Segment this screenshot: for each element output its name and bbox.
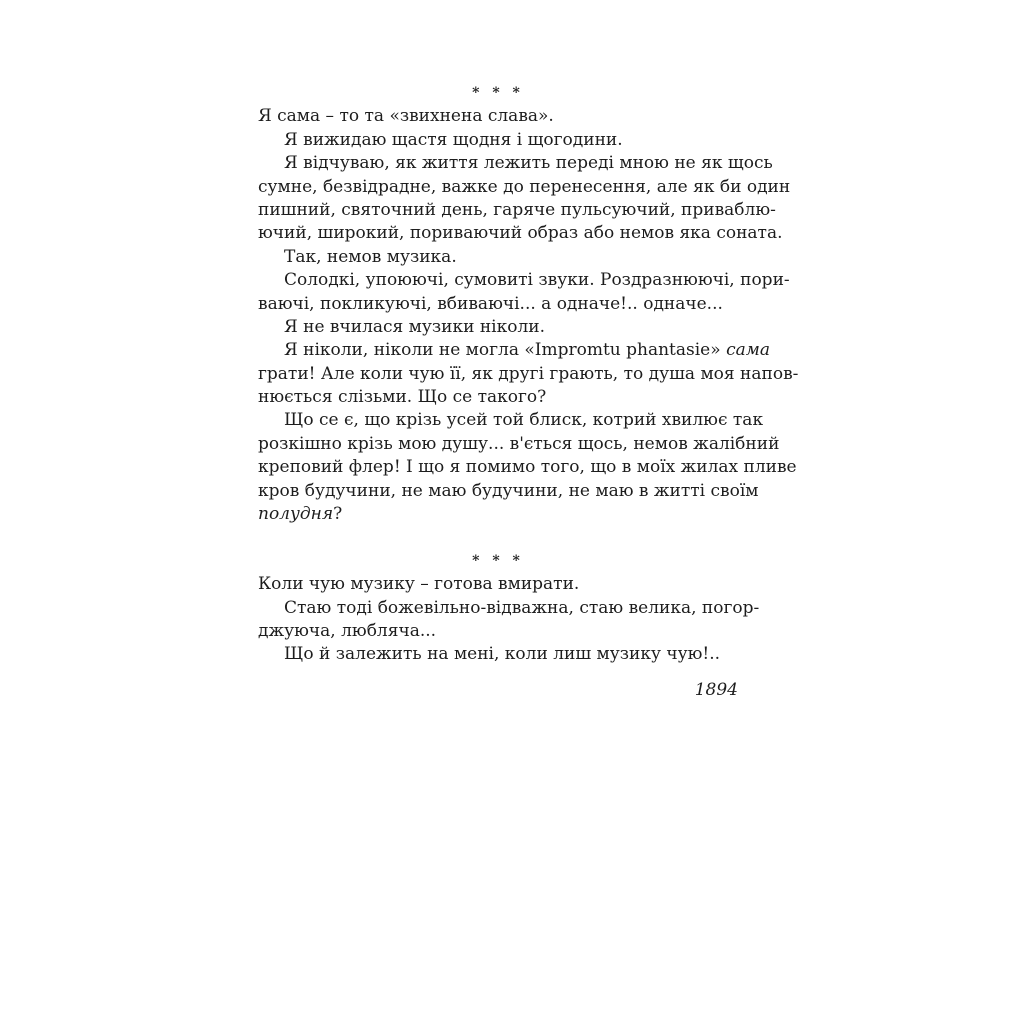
paragraph-line: ючий, широкий, пориваючий образ або немов яка соната. (258, 223, 783, 244)
paragraph-line: Що се є, що крізь усей той блиск, котрий хвилює так (284, 410, 764, 431)
paragraph-line: ваючі, покликуючі, вбиваючі... а одначе!.. одначе... (258, 293, 723, 314)
line-text: Я ніколи, ніколи не могла «Impromtu phantasie» (284, 340, 727, 361)
paragraph-line: кров будучини, не маю будучини, не маю в житті своїм (258, 480, 759, 501)
date-signature: 1894 (694, 679, 738, 700)
paragraph-line: Стаю тоді божевільно-відважна, стаю велика, погор- (284, 597, 760, 618)
paragraph-line: Солодкі, упоюючі, сумовиті звуки. Роздразнюючі, пори- (284, 270, 790, 291)
paragraph-line (258, 503, 738, 526)
paragraph-line: Я сама – то та «звихнена слава». (258, 106, 554, 127)
paragraph-line: Я відчуваю, як життя лежить переді мною не як щось (284, 153, 773, 174)
section-separator-2: * * * (472, 552, 524, 569)
paragraph-line: розкішно крізь мою душу... в'ється щось, немов жалібний (258, 433, 780, 454)
section-separator-1: * * * (472, 85, 524, 101)
paragraph-line: нюється слізьми. Що се такого? (258, 387, 547, 408)
paragraph-line: Я вижидаю щастя щодня і щогодини. (284, 129, 623, 150)
text-block (258, 82, 799, 702)
paragraph-line: сумне, безвідрадне, важке до перенесення, але як би один (258, 176, 791, 197)
paragraph-line: джуюча, любляча... (258, 620, 437, 641)
emphasis-text: сама (726, 340, 770, 361)
date-gap (258, 667, 738, 679)
paragraph-line: креповий флер! І що я помимо того, що в моїх жилах пливе (258, 457, 797, 478)
section-gap (258, 526, 738, 549)
paragraph-line: Що й залежить на мені, коли лиш музику чую!.. (284, 644, 721, 665)
paragraph-line: Коли чую музику – готова вмирати. (258, 574, 580, 595)
paragraph-line: грати! Але коли чую її, як другі грають, то душа моя напов- (258, 363, 799, 384)
paragraph-line (258, 339, 770, 362)
paragraph-line: Я не вчилася музики ніколи. (284, 316, 546, 337)
line-text: ? (333, 504, 343, 525)
emphasis-text: полудня (258, 504, 334, 525)
paragraph-line: Так, немов музика. (284, 246, 457, 267)
paragraph-line: пишний, святочний день, гаряче пульсуючий, приваблю- (258, 199, 776, 220)
